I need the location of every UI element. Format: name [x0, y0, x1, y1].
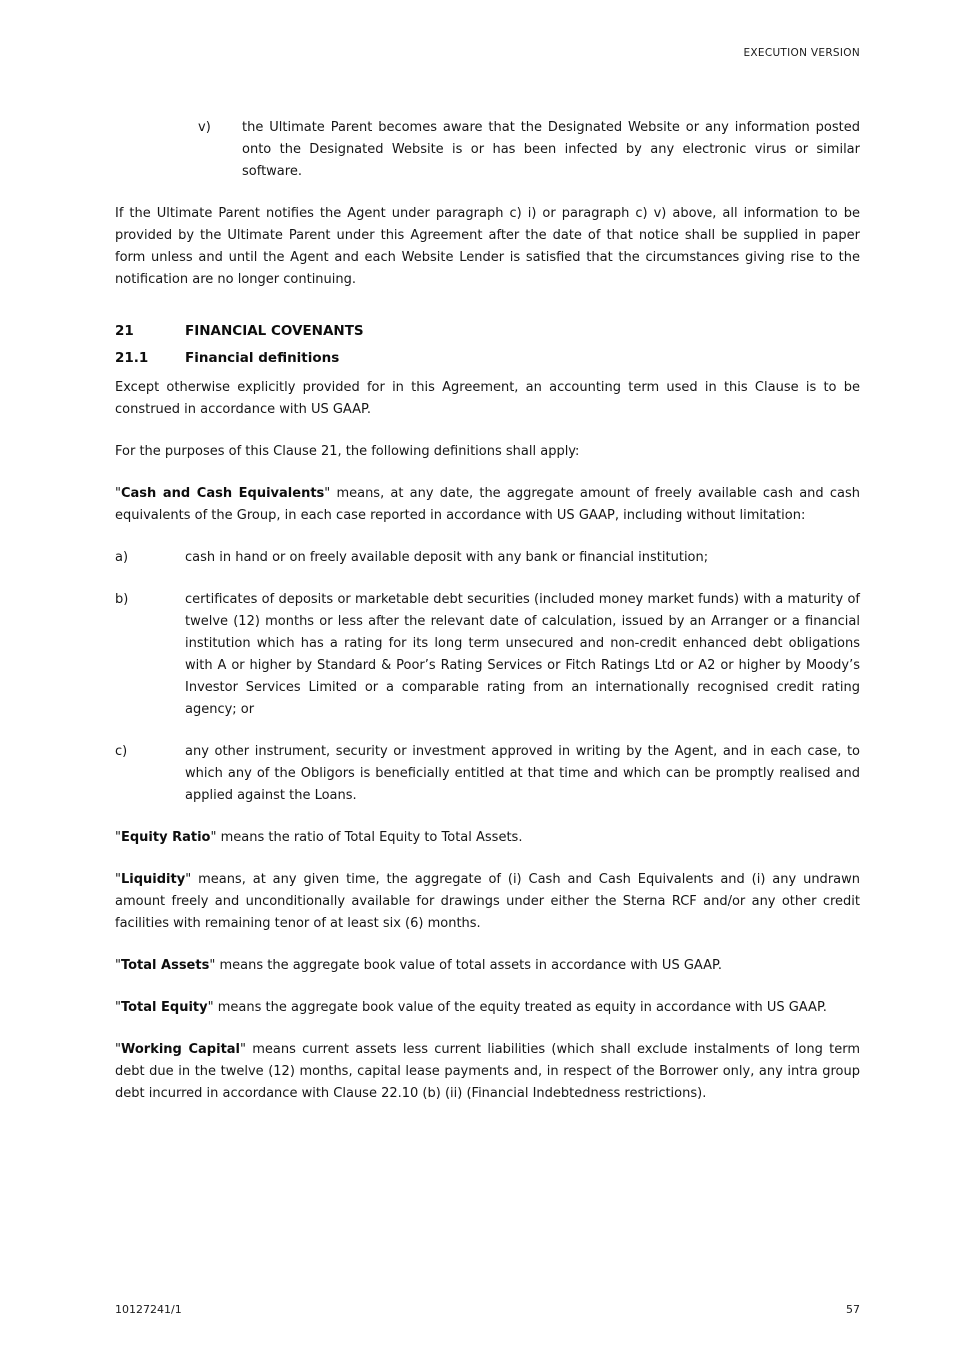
list-text-a: cash in hand or on freely available deposit with any bank or financial institution; — [185, 550, 709, 565]
list-item-c — [115, 741, 860, 807]
clause-v-label: v) — [198, 120, 211, 135]
definition-text: " means current assets less current liabilities (which shall exclude instalments of long term debt due in the twelve (12) months, capital lease payments and, in respect of the Borrower only, any intra group debt incurred in accordance with Clause 22.10 (b) (ii) (Financial Indebtedness restrictions). — [115, 1042, 860, 1101]
list-label-a: a) — [115, 550, 129, 565]
list-text-b: certificates of deposits or marketable debt securities (included money market funds) with a maturity of twelve (12) months or less after the relevant date of calculation, issued by an Arranger or a financial institution which has a rating for its long term unsecured and non-credit enhanced debt obligations with A or higher by Standard & Poor’s Rating Services or Fitch Ratings Ltd or A2 or higher by Moody’s Investor Services Limited or a comparable rating from an internationally recognised credit rating agency; or — [185, 592, 860, 717]
section-title: FINANCIAL COVENANTS — [185, 323, 364, 339]
definition-liquidity — [115, 869, 860, 935]
definition-cash-and-cash-equivalents — [115, 483, 860, 527]
intro-paragraph: Except otherwise explicitly provided for in this Agreement, an accounting term used in this Clause is to be construed in accordance with US GAAP. — [115, 380, 860, 417]
document-reference: 10127241/1 — [115, 1303, 182, 1316]
list-text-c: any other instrument, security or investment approved in writing by the Agent, and in each case, to which any of the Obligors is beneficially entitled at that time and which can be promptly realised and applied against the Loans. — [185, 744, 860, 803]
definition-term: Equity Ratio — [120, 830, 211, 845]
page-header — [115, 47, 860, 60]
list-item-a — [115, 547, 860, 569]
definition-text: " means the aggregate book value of the equity treated as equity in accordance with US GAAP. — [207, 1000, 827, 1015]
quote-open: " — [115, 830, 121, 845]
definition-total-equity — [115, 997, 860, 1019]
quote-open: " — [115, 958, 121, 973]
definition-text: " means the aggregate book value of total assets in accordance with US GAAP. — [209, 958, 722, 973]
definition-text: " means the ratio of Total Equity to Total Assets. — [210, 830, 523, 845]
page-footer — [115, 1303, 860, 1316]
definition-term: Working Capital — [120, 1042, 241, 1057]
quote-open: " — [115, 486, 121, 501]
page-number: 57 — [846, 1303, 860, 1316]
quote-open: " — [115, 1000, 121, 1015]
quote-open: " — [115, 1042, 121, 1057]
clause-v-text: the Ultimate Parent becomes aware that the Designated Website or any information posted onto the Designated Website is or has been infected by any electronic virus or similar software. — [242, 120, 860, 179]
subsection-title: Financial definitions — [185, 350, 340, 366]
definition-working-capital — [115, 1039, 860, 1105]
definition-term: Liquidity — [120, 872, 186, 887]
list-label-b: b) — [115, 592, 129, 607]
quote-open: " — [115, 872, 121, 887]
definition-term: Total Equity — [120, 1000, 208, 1015]
list-label-c: c) — [115, 744, 128, 759]
subsection-heading — [115, 347, 860, 369]
execution-version-label: EXECUTION VERSION — [743, 47, 860, 59]
notice-paragraph: If the Ultimate Parent notifies the Agent under paragraph c) i) or paragraph c) v) above, all information to be provided by the Ultimate Parent under this Agreement after the date of that notice shall be supplied in paper form unless and until the Agent and each Website Lender is satisfied that the circumstances giving rise to the notification are no longer continuing. — [115, 206, 860, 287]
definition-total-assets — [115, 955, 860, 977]
subsection-number: 21.1 — [115, 350, 149, 366]
definition-text: " means, at any given time, the aggregate of (i) Cash and Cash Equivalents and (i) any undrawn amount freely and unconditionally available for drawings under either the Sterna RCF and/or any other credit facilities with remaining tenor of at least six (6) months. — [115, 872, 860, 931]
list-item-b — [115, 589, 860, 721]
clause-item-v — [115, 117, 860, 183]
section-heading — [115, 320, 860, 342]
section-number: 21 — [115, 323, 134, 339]
definition-term: Total Assets — [120, 958, 210, 973]
definition-term: Cash and Cash Equivalents — [120, 486, 325, 501]
definition-equity-ratio — [115, 827, 860, 849]
definition-text: " means, at any date, the aggregate amount of freely available cash and cash equivalents of the Group, in each case reported in accordance with US GAAP, including without limitation: — [115, 486, 860, 523]
purpose-paragraph: For the purposes of this Clause 21, the following definitions shall apply: — [115, 444, 580, 459]
